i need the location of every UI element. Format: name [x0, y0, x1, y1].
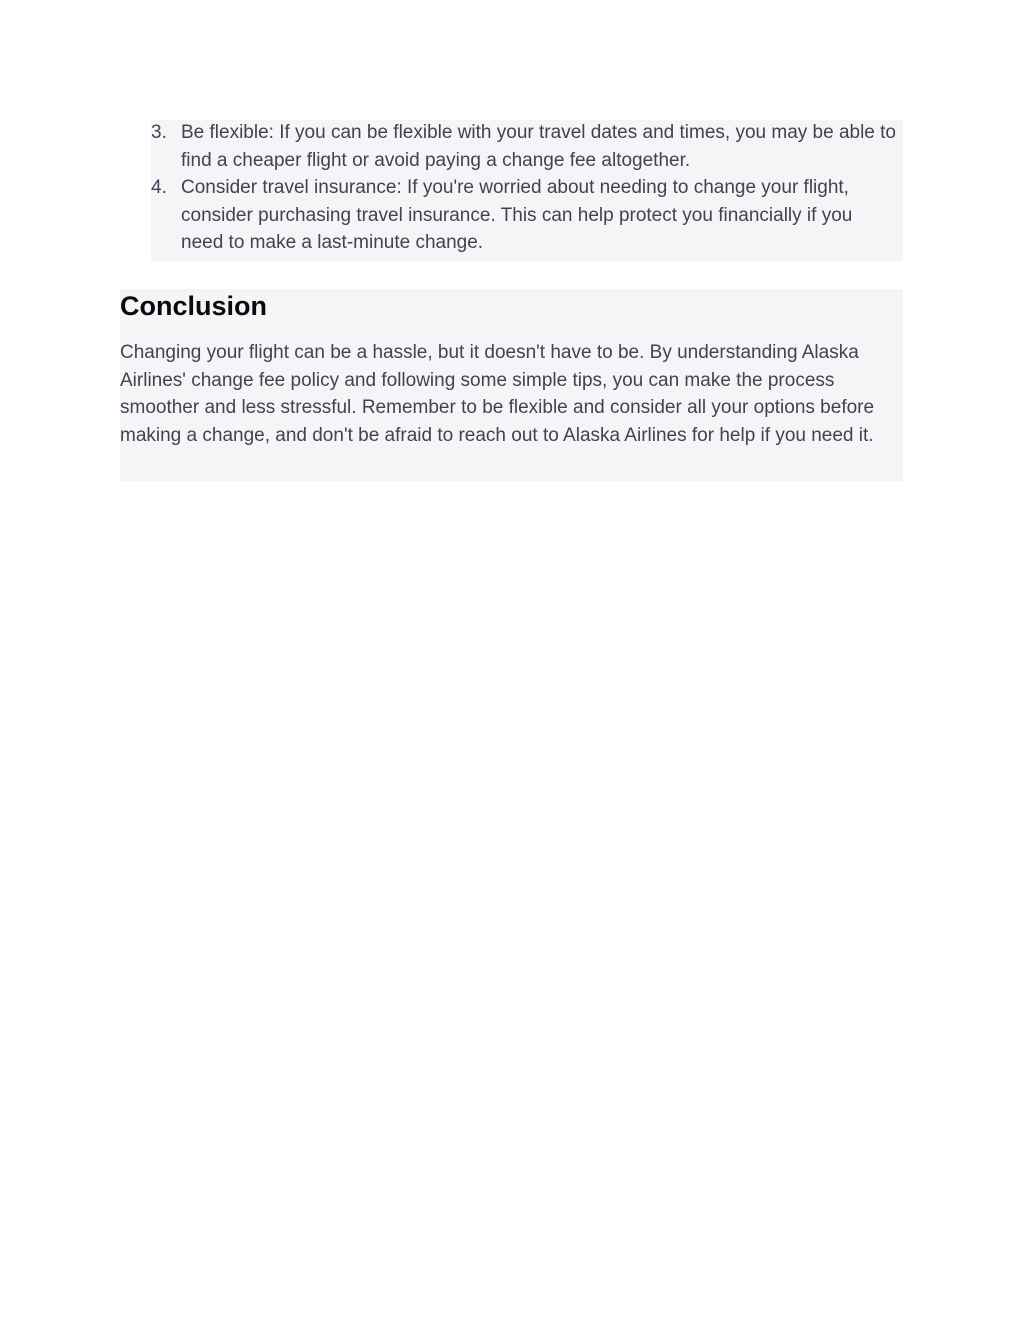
list-item-number: 3. — [151, 122, 167, 143]
conclusion-paragraph: Changing your flight can be a hassle, but it doesn't have to be. By understanding Alaska Airlines' change fee policy and following some simple tips, you can make the process smoother and less stressful. Remember to be flexible and consider all your options before making a change, and don't be afraid to reach out to Alaska Airlines for help if you need it. — [120, 342, 875, 447]
list-item-text: Be flexible: If you can be flexible with your travel dates and times, you may be able to find a cheaper flight or avoid paying a change fee altogether. — [181, 122, 896, 171]
tips-list — [151, 120, 903, 261]
list-item-number: 4. — [151, 177, 167, 198]
list-item-text: Consider travel insurance: If you're worried about needing to change your flight, consider purchasing travel insurance. This can help protect you financially if you need to make a last-minute change. — [181, 177, 853, 254]
conclusion-section — [120, 289, 903, 481]
section-heading: Conclusion — [120, 291, 267, 321]
